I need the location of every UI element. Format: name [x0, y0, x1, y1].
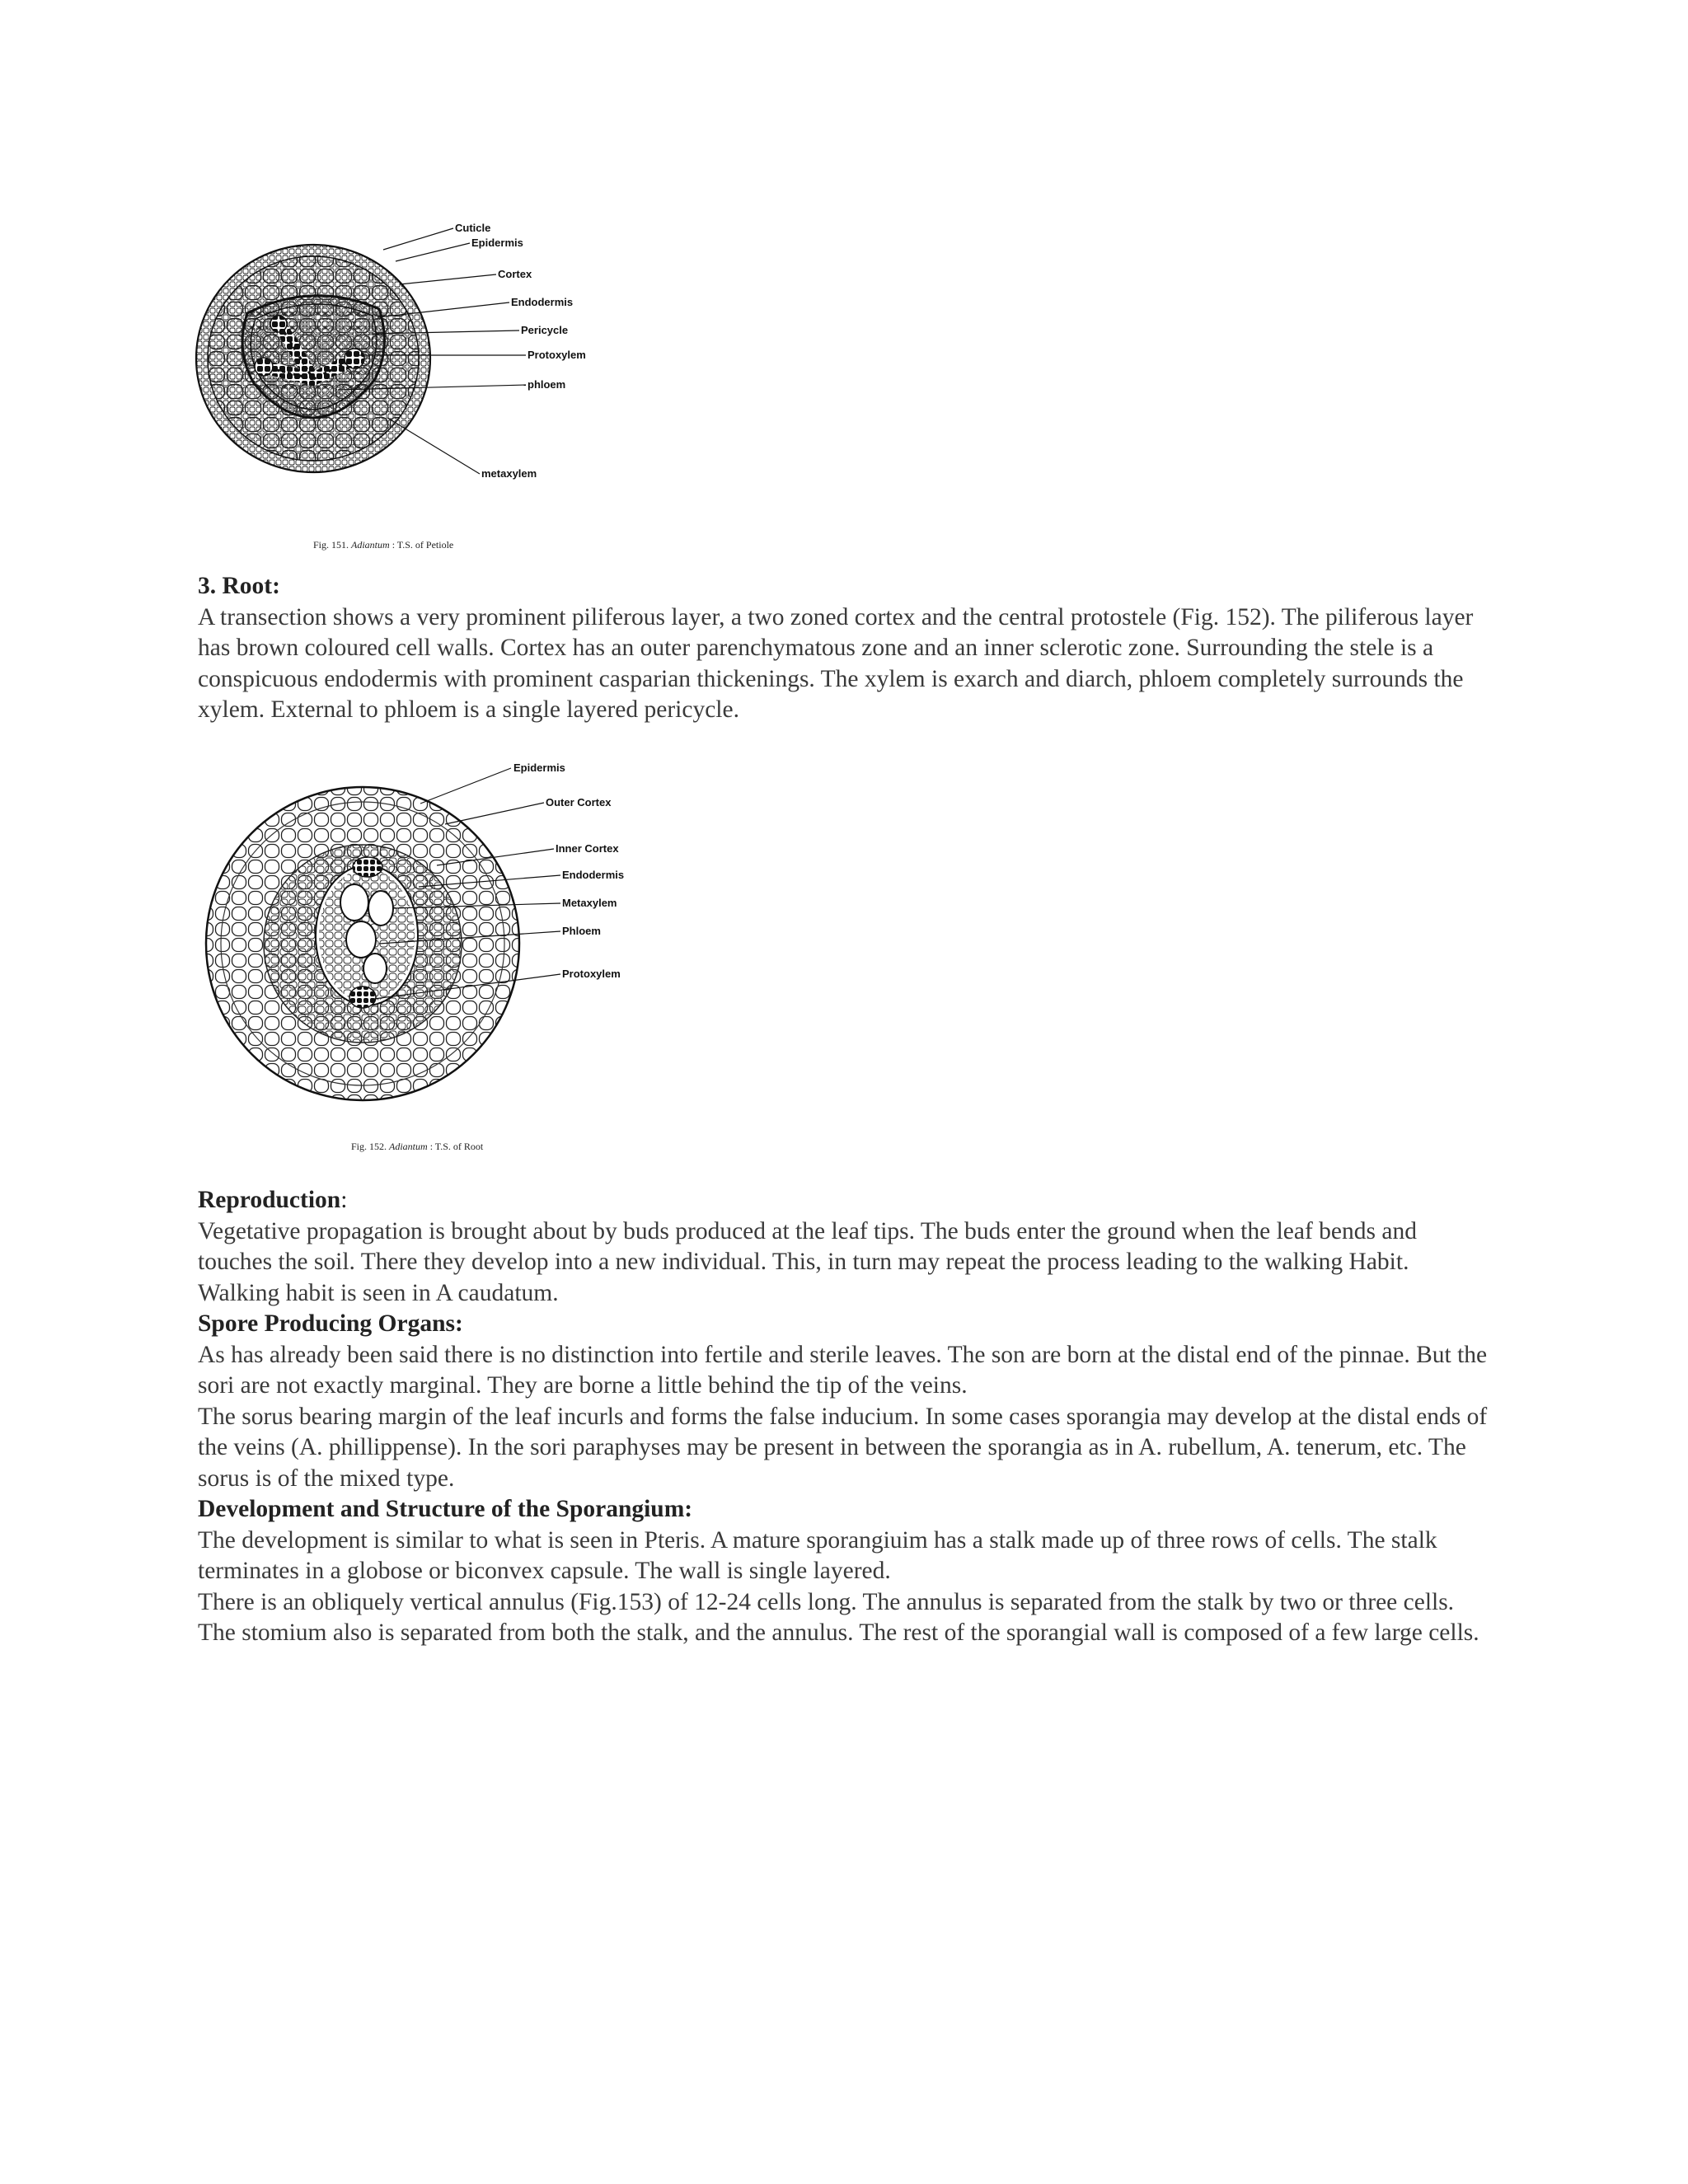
label-metaxylem: metaxylem [481, 467, 537, 480]
development-paragraph-2: There is an obliquely vertical annulus (Fig.153) of 12-24 cells long. The annulus is separated from the stalk by two or three cells. The stomium also is separated from both the stalk, and the annulus. The rest of the sporangial wall is composed of a few large cells. [198, 1588, 1479, 1646]
figure-151 [190, 202, 586, 556]
development-heading: Development and Structure of the Sporangium: [198, 1496, 693, 1522]
figure-152-caption: Fig. 152. Adiantum : T.S. of Root [351, 1141, 484, 1152]
label-phloem: Phloem [562, 925, 601, 937]
root-paragraph: A transection shows a very prominent piliferous layer, a two zoned cortex and the central protostele (Fig. 152). The piliferous layer has brown coloured cell walls. Cortex has an outer parenchymatous zone and an inner sclerotic zone. Surrounding the stele is a conspicuous endodermis with prominent casparian thickenings. The xylem is exarch and diarch, phloem completely surrounds the xylem. External to phloem is a single layered pericycle. [198, 603, 1474, 723]
label-protoxylem: Protoxylem [528, 349, 586, 361]
root-cross-section-illustration [198, 733, 692, 1162]
reproduction-paragraph: Vegetative propagation is brought about by buds produced at the leaf tips. The buds enter the ground when the leaf bends and touches the soil. There they develop into a new individual. This, in turn may repeat the process leading to the walking Habit. Walking habit is seen in A caudatum. [198, 1217, 1417, 1306]
spore-heading: Spore Producing Organs: [198, 1310, 463, 1337]
label-phloem: phloem [528, 378, 566, 391]
label-protoxylem: Protoxylem [562, 968, 621, 980]
label-endodermis: Endodermis [562, 869, 625, 881]
label-cortex: Cortex [498, 268, 532, 280]
label-cuticle: Cuticle [455, 222, 491, 234]
label-epidermis: Epidermis [513, 762, 565, 774]
figure-151-caption: Fig. 151. Adiantum : T.S. of Petiole [313, 539, 454, 551]
development-paragraph-1: The development is similar to what is seen in Pteris. A mature sporangiuim has a stalk made up of three rows of cells. The stalk terminates in a globose or biconvex capsule. The wall is single layered. [198, 1526, 1437, 1584]
label-epidermis: Epidermis [471, 237, 523, 249]
spore-paragraph-2: The sorus bearing margin of the leaf incurls and forms the false inducium. In some cases sporangia may develop at the distal ends of the veins (A. phillippense). In the sori paraphyses may be present in between the sporangia as in A. rubellum, A. tenerum, etc. The sorus is of the mixed type. [198, 1403, 1488, 1492]
reproduction-section [198, 1185, 1492, 1649]
label-outer-cortex: Outer Cortex [546, 796, 612, 808]
label-inner-cortex: Inner Cortex [556, 842, 619, 855]
root-section [198, 571, 1492, 726]
root-heading: 3. Root: [198, 573, 280, 599]
spore-paragraph-1: As has already been said there is no distinction into fertile and sterile leaves. The son are born at the distal end of the pinnae. But the sori are not exactly marginal. They are borne a little behind the tip of the veins. [198, 1341, 1488, 1399]
petiole-cross-section-illustration [190, 202, 586, 556]
label-metaxylem: Metaxylem [562, 897, 617, 909]
label-endodermis: Endodermis [511, 296, 574, 308]
label-pericycle: Pericycle [521, 324, 569, 336]
reproduction-heading: Reproduction: [198, 1187, 348, 1213]
figure-152 [198, 733, 692, 1162]
